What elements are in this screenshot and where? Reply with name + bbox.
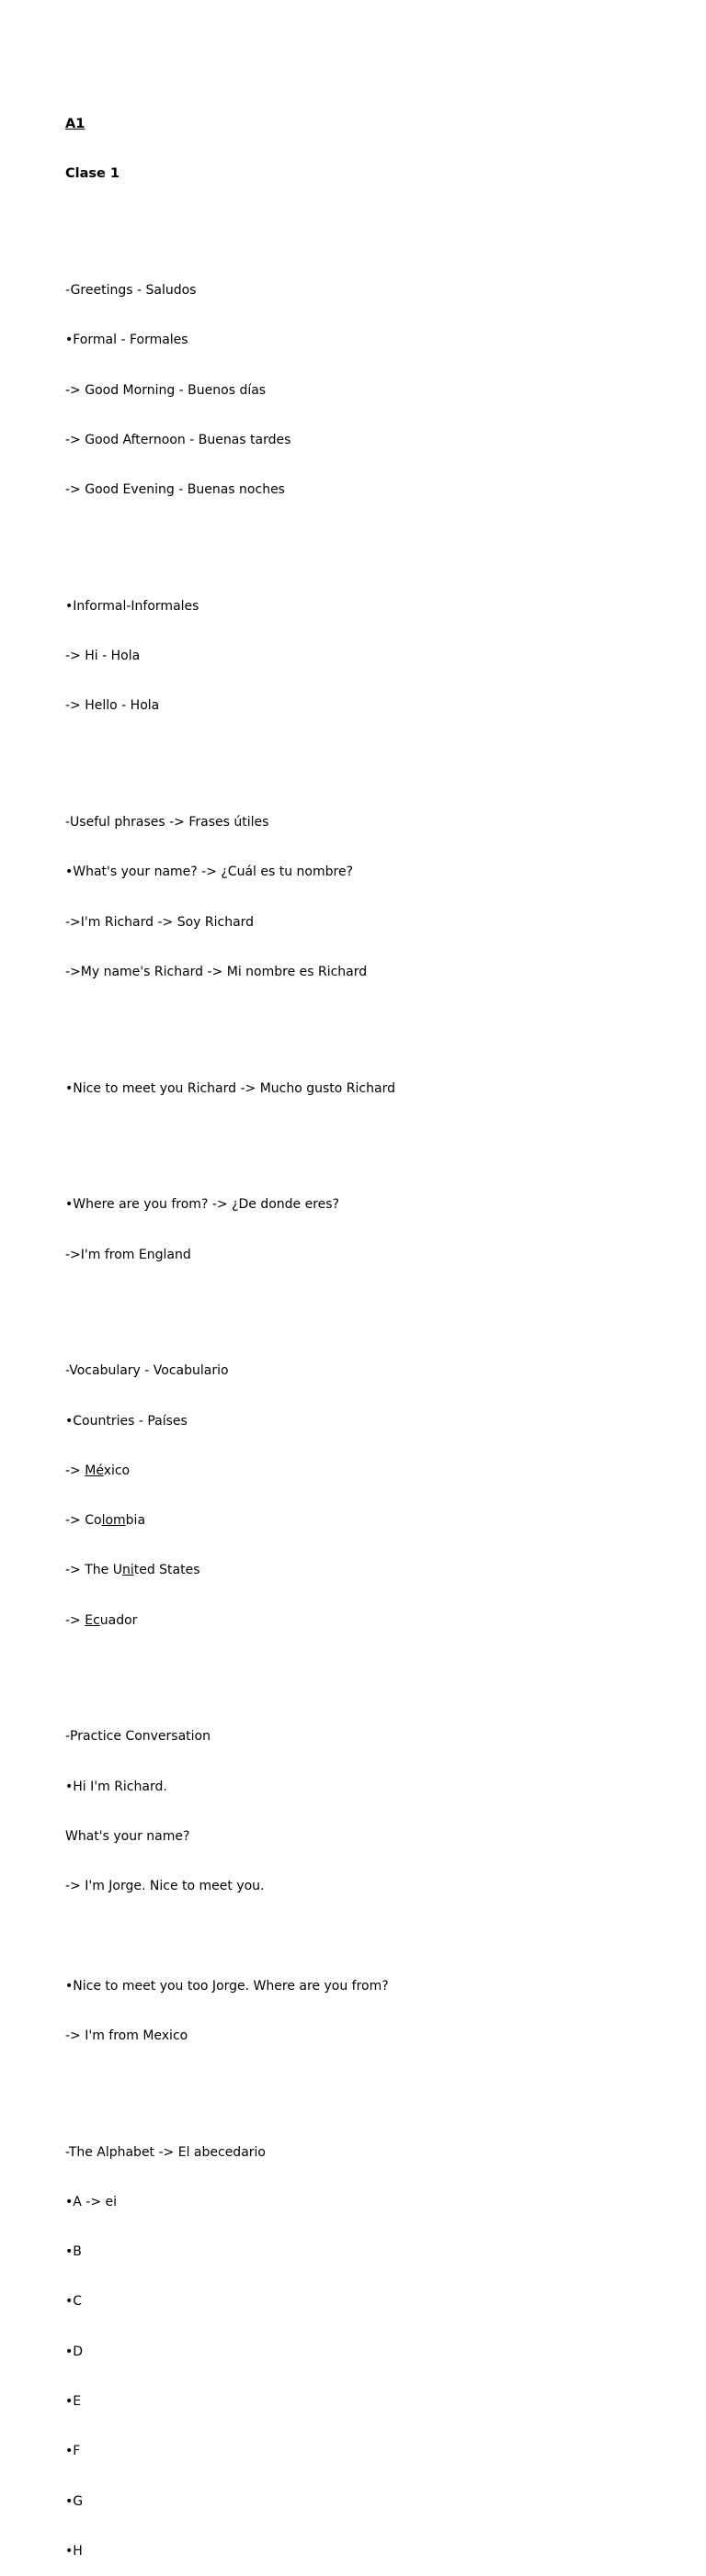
name-question: •What's your name? -> ¿Cuál es tu nombre?: [65, 864, 354, 880]
alphabet-letter: •D: [65, 2344, 84, 2359]
where-answer: ->I'm from England: [65, 1247, 191, 1262]
text-segment: ted States: [133, 1563, 200, 1578]
conversation-heading: -Practice Conversation: [65, 1729, 211, 1745]
informal-heading: •Informal-Informales: [65, 598, 199, 614]
country-ecuador: [65, 1612, 395, 1629]
blank-line: [65, 748, 395, 764]
alphabet-letter: •G: [65, 2493, 84, 2509]
where-question: •Where are you from? -> ¿De donde eres?: [65, 1197, 340, 1213]
country-united-states: [65, 1562, 395, 1578]
text-segment: ->: [65, 1612, 85, 1628]
conversation-line: •Nice to meet you too Jorge. Where are you from?: [65, 1978, 389, 1994]
list-item: ->My name's Richard -> Mi nombre es Richard: [65, 964, 368, 979]
text-segment: uador: [99, 1612, 138, 1628]
alphabet-letter: •F: [65, 2444, 81, 2459]
alphabet-letter: •A -> ei: [65, 2194, 118, 2209]
blank-line: [65, 1013, 395, 1030]
list-item: -> Good Afternoon - Buenas tardes: [65, 432, 291, 447]
text-segment: -> The U: [65, 1563, 122, 1578]
nice-to-meet-line: •Nice to meet you Richard -> Mucho gusto Richard: [65, 1080, 395, 1096]
alphabet-letter: •H: [65, 2543, 83, 2559]
stressed-syllable: lom: [101, 1513, 126, 1529]
stressed-syllable: ni: [121, 1563, 134, 1578]
list-item: -> Hi - Hola: [65, 649, 141, 664]
conversation-line: •Hi I'm Richard.: [65, 1779, 167, 1794]
list-item: -> Good Morning - Buenos días: [65, 382, 267, 398]
alphabet-letter: •B: [65, 2244, 82, 2260]
phrases-heading: -Useful phrases -> Frases útiles: [65, 815, 269, 830]
blank-line: [65, 1927, 395, 1944]
list-item: -> Hello - Hola: [65, 698, 160, 714]
text-segment: ->: [65, 1463, 85, 1478]
document-body: [65, 83, 395, 2576]
text-segment: bia: [125, 1513, 146, 1529]
blank-line: [65, 1662, 395, 1678]
country-colombia: [65, 1512, 395, 1529]
stressed-syllable: Ec: [85, 1612, 100, 1628]
level-heading: A1: [65, 117, 85, 132]
alphabet-heading: -The Alphabet -> El abecedario: [65, 2144, 266, 2160]
blank-line: [65, 532, 395, 548]
text-segment: xico: [103, 1463, 131, 1478]
blank-line: [65, 1296, 395, 1313]
blank-line: [65, 2077, 395, 2094]
vocabulary-heading: -Vocabulary - Vocabulario: [65, 1363, 229, 1379]
formal-heading: •Formal - Formales: [65, 333, 188, 348]
blank-line: [65, 216, 395, 232]
country-mexico: [65, 1463, 395, 1479]
list-item: ->I'm Richard -> Soy Richard: [65, 914, 255, 930]
conversation-line: What's your name?: [65, 1828, 190, 1844]
list-item: -> Good Evening - Buenas noches: [65, 482, 285, 498]
blank-line: [65, 1130, 395, 1147]
conversation-line: -> I'm Jorge. Nice to meet you.: [65, 1879, 265, 1894]
class-title: Clase 1: [65, 166, 120, 182]
conversation-line: -> I'm from Mexico: [65, 2028, 188, 2043]
alphabet-letter: •E: [65, 2394, 82, 2410]
alphabet-letter: •C: [65, 2294, 83, 2310]
stressed-syllable: Mé: [85, 1463, 104, 1478]
greetings-heading: -Greetings - Saludos: [65, 283, 197, 299]
text-segment: -> Co: [65, 1513, 102, 1529]
countries-heading: •Countries - Países: [65, 1413, 188, 1429]
